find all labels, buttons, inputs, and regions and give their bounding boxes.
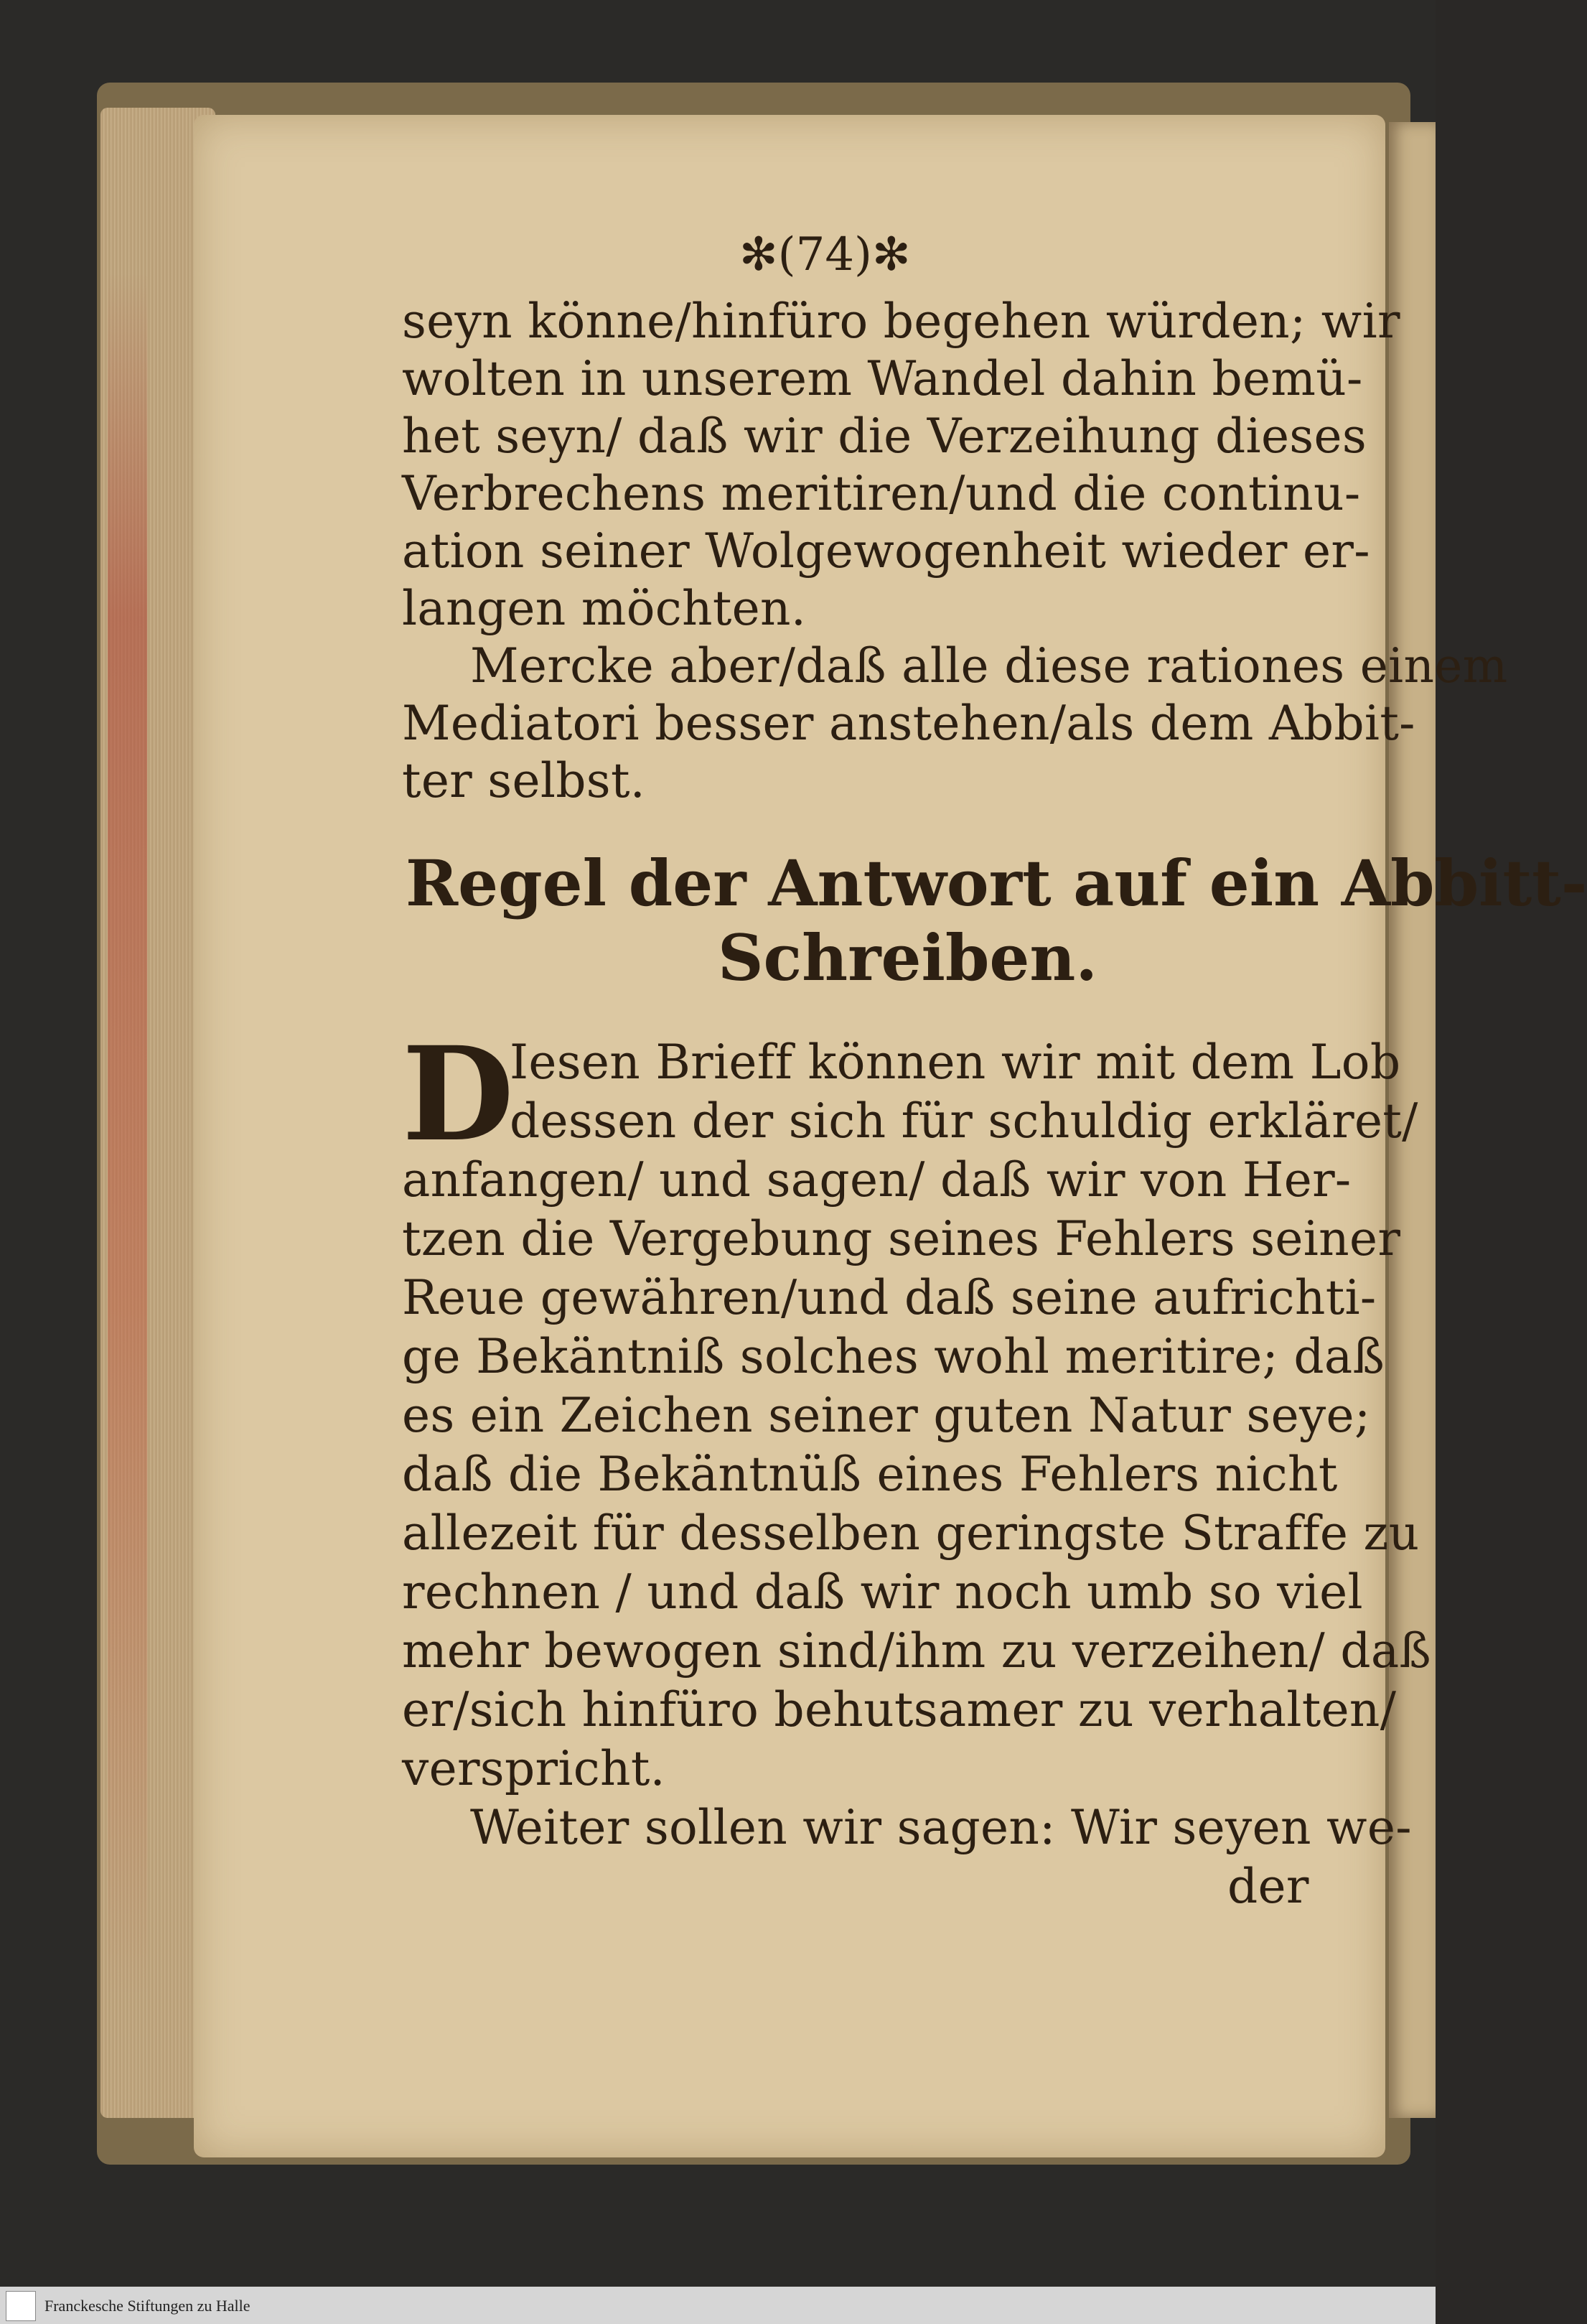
text-line: langen möchten. — [402, 581, 807, 636]
text-line: allezeit für desselben geringste Straffe zu — [402, 1506, 1420, 1561]
catchword: der — [1227, 1859, 1309, 1914]
text-line: ter selbst. — [402, 753, 646, 808]
text-line: Reue gewähren/und daß seine aufrichti- — [402, 1270, 1377, 1325]
footer-bar — [0, 2287, 1436, 2324]
text-line: Mediatori besser anstehen/als dem Abbit- — [402, 696, 1415, 751]
text-line: wolten in unserem Wandel dahin bemü- — [402, 351, 1363, 406]
section-heading: Regel der Antwort auf ein Abbitt- — [406, 846, 1587, 920]
section-heading: Schreiben. — [718, 920, 1098, 995]
drop-capital: D — [402, 1019, 515, 1170]
text-line: rechnen / und daß wir noch umb so viel — [402, 1564, 1363, 1620]
text-line: dessen der sich für schuldig erkläret/ — [510, 1093, 1418, 1149]
text-line: verspricht. — [402, 1741, 665, 1796]
text-line: Weiter sollen wir sagen: Wir seyen we- — [470, 1800, 1412, 1855]
text-line: ation seiner Wolgewogenheit wieder er- — [402, 523, 1370, 579]
page-number: ✻(74)✻ — [739, 228, 911, 281]
institution-logo-icon — [6, 2291, 36, 2321]
institution-name: Franckesche Stiftungen zu Halle — [45, 2297, 251, 2315]
text-line: ge Bekäntniß solches wohl meritire; daß — [402, 1329, 1385, 1384]
text-line: tzen die Vergebung seines Fehlers seiner — [402, 1211, 1401, 1266]
text-line: daß die Bekäntnüß eines Fehlers nicht — [402, 1447, 1338, 1502]
text-line: er/sich hinfüro behutsamer zu verhalten/ — [402, 1682, 1397, 1737]
text-line: Iesen Brieff können wir mit dem Lob — [510, 1035, 1401, 1090]
red-page-edge — [108, 273, 147, 1996]
text-line: Mercke aber/daß alle diese rationes einem — [470, 638, 1508, 694]
text-line: es ein Zeichen seiner guten Natur seye; — [402, 1388, 1371, 1443]
text-line: Verbrechens meritiren/und die continu- — [402, 466, 1361, 521]
text-line: het seyn/ daß wir die Verzeihung dieses — [402, 409, 1367, 464]
text-line: seyn könne/hinfüro begehen würden; wir — [402, 294, 1400, 349]
text-line: mehr bewogen sind/ihm zu verzeihen/ daß — [402, 1623, 1431, 1679]
text-line: anfangen/ und sagen/ daß wir von Her- — [402, 1152, 1352, 1208]
